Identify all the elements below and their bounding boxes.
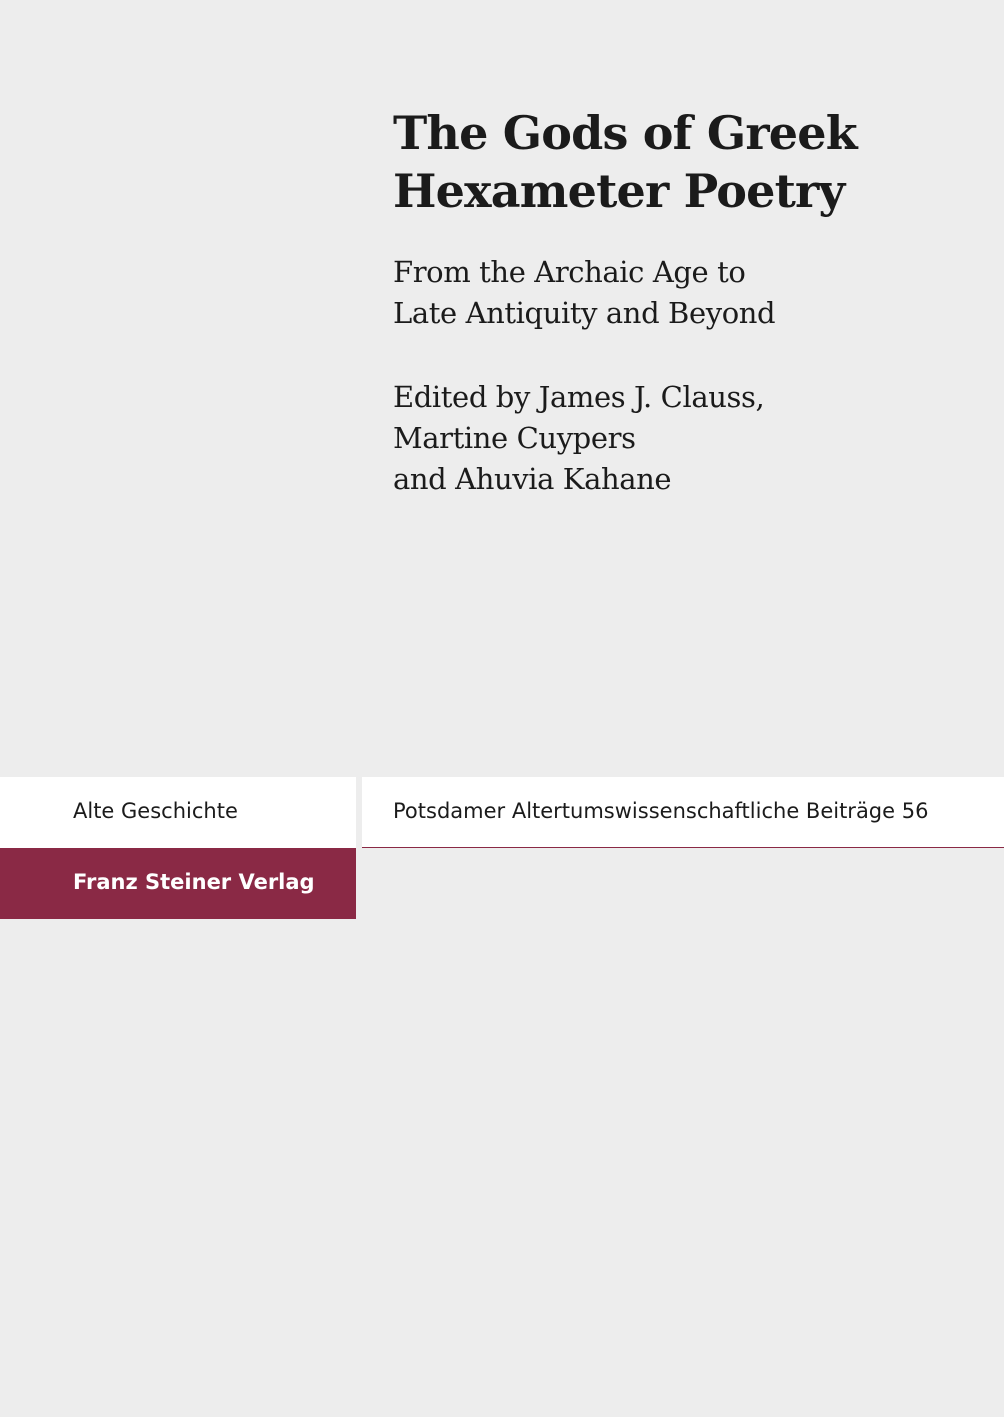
subtitle-line-1: From the Archaic Age to bbox=[393, 255, 746, 289]
title-block bbox=[393, 104, 973, 220]
series-label: Potsdamer Altertumswissenschaftliche Beiträge 56 bbox=[393, 799, 929, 823]
subject-label: Alte Geschichte bbox=[73, 799, 238, 823]
title-line-1: The Gods of Greek bbox=[393, 106, 857, 160]
book-subtitle bbox=[393, 252, 775, 334]
series-band-divider bbox=[362, 847, 1004, 848]
subtitle-line-2: Late Antiquity and Beyond bbox=[393, 296, 776, 330]
title-line-2: Hexameter Poetry bbox=[393, 164, 845, 218]
publisher-name: Franz Steiner Verlag bbox=[73, 870, 315, 894]
book-title bbox=[393, 104, 973, 220]
editors-line-2: Martine Cuypers bbox=[393, 421, 636, 455]
editors-line-3: and Ahuvia Kahane bbox=[393, 462, 672, 496]
editors-line-1: Edited by James J. Clauss, bbox=[393, 380, 765, 414]
book-editors bbox=[393, 377, 764, 500]
